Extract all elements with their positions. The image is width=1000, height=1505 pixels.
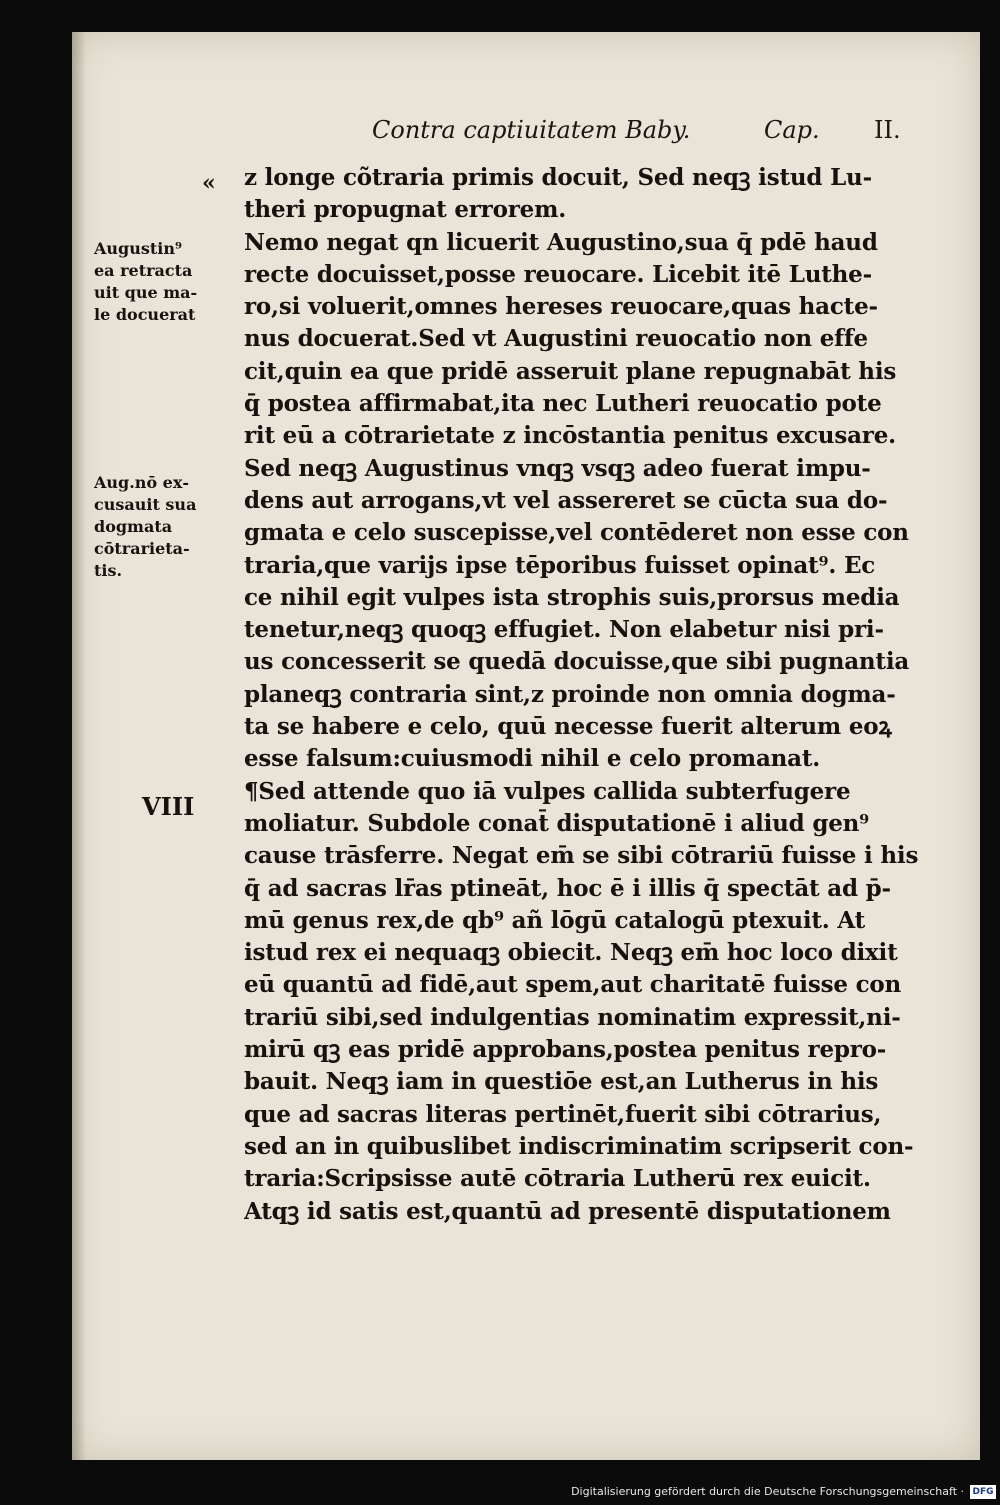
marginal-line: cusauit sua	[94, 495, 197, 514]
text-line: traria:Scripsisse autē cōtraria Lutherū rex euicit.	[244, 1165, 871, 1193]
text-line: Nemo negat qn licuerit Augustino,sua q̄ pdē haud	[244, 228, 878, 256]
digitization-credit: Digitalisierung gefördert durch die Deutsche Forschungsgemeinschaft ·	[564, 1479, 1000, 1505]
running-title: Contra captiuitatem Baby.	[372, 116, 691, 144]
text-line: bauit. Neqꝫ iam in questiōe est,an Lutherus in his	[244, 1068, 879, 1096]
running-header	[372, 110, 968, 150]
quotation-mark: «	[202, 170, 216, 196]
marginal-line: Aug.nō ex‑	[94, 473, 190, 492]
text-line: ta se habere e celo, quū necesse fuerit alterum eoꝝ	[244, 713, 892, 741]
text-line: sed an in quibuslibet indiscriminatim scripserit con‑	[244, 1132, 914, 1160]
marginal-note-2	[94, 472, 196, 582]
text-line: gmata e celo suscepisse,vel contēderet non esse con	[244, 519, 909, 547]
marginal-line: cōtrarieta‑	[94, 539, 190, 558]
text-line: mirū qꝫ eas pridē approbans,postea penitus repro‑	[244, 1036, 887, 1064]
text-line: ce nihil egit vulpes ista strophis suis,prorsus media	[244, 583, 900, 611]
text-line: ¶Sed attende quo iā vulpes callida subterfugere	[244, 777, 851, 805]
text-line: esse falsum:cuiusmodi nihil e celo promanat.	[244, 745, 821, 773]
text-line: Sed neqꝫ Augustinus vnqꝫ vsqꝫ adeo fuerat impu‑	[244, 454, 871, 482]
body-text	[244, 162, 979, 1228]
marginal-line: ea retracta	[94, 261, 193, 280]
marginal-line: tis.	[94, 561, 123, 580]
text-line: que ad sacras literas pertinēt,fuerit sibi cōtrarius,	[244, 1100, 882, 1128]
text-line: rit eū a cōtrarietate z incōstantia penitus excusare.	[244, 422, 896, 450]
text-line: q̄ ad sacras lr̄as ptineāt, hoc ē i illis q̄ spectāt ad p̄‑	[244, 874, 891, 902]
text-line: traria,que varijs ipse tēporibus fuisset opinat⁹. Ec	[244, 551, 876, 579]
text-line: cause trāsferre. Negat em̄ se sibi cōtrariū fuisse i his	[244, 842, 919, 870]
marginal-line: dogmata	[94, 517, 173, 536]
section-number: VIII	[142, 792, 195, 821]
book-page	[72, 32, 980, 1460]
text-line: nus docuerat.Sed vt Augustini reuocatio non effe	[244, 325, 868, 353]
text-line: recte docuisset,posse reuocare. Licebit itē Luthe‑	[244, 260, 872, 288]
text-line: planeqꝫ contraria sint,z proinde non omnia dogma‑	[244, 680, 896, 708]
text-line: trariū sibi,sed indulgentias nominatim expressit,ni‑	[244, 1003, 901, 1031]
text-line: dens aut arrogans,vt vel assereret se cūcta sua do‑	[244, 486, 888, 514]
dfg-logo: DFG	[970, 1485, 996, 1499]
text-line: cit,quin ea que pridē asseruit plane repugnabāt his	[244, 357, 897, 385]
text-line: Atqꝫ id satis est,quantū ad presentē disputationem	[244, 1197, 891, 1225]
marginal-line: Augustin⁹	[94, 239, 182, 258]
marginal-line: le docuerat	[94, 305, 196, 324]
text-line: mū genus rex,de qb⁹ añ lōgū catalogū ptexuit. At	[244, 906, 866, 934]
text-line: eū quantū ad fidē,aut spem,aut charitatē fuisse con	[244, 971, 902, 999]
text-line: theri propugnat errorem.	[244, 196, 567, 224]
text-line: tenetur,neqꝫ quoqꝫ effugiet. Non elabetur nisi pri‑	[244, 616, 884, 644]
marginal-line: uit que ma‑	[94, 283, 198, 302]
text-line: moliatur. Subdole conat̄ disputationē i aliud gen⁹	[244, 809, 870, 837]
text-line: z longe cõtraria primis docuit, Sed neqꝫ istud Lu‑	[244, 164, 872, 191]
text-line: ro,si voluerit,omnes hereses reuocare,quas hacte‑	[244, 293, 878, 321]
chapter-label: Cap.	[764, 116, 820, 144]
text-line: us concesserit se quedā docuisse,que sibi pugnantia	[244, 648, 910, 676]
text-line: istud rex ei nequaqꝫ obiecit. Neqꝫ em̄ hoc loco dixit	[244, 939, 898, 967]
chapter-number: II.	[874, 116, 901, 144]
marginal-note-1	[94, 238, 197, 326]
text-line: q̄ postea affirmabat,ita nec Lutheri reuocatio pote	[244, 390, 882, 418]
